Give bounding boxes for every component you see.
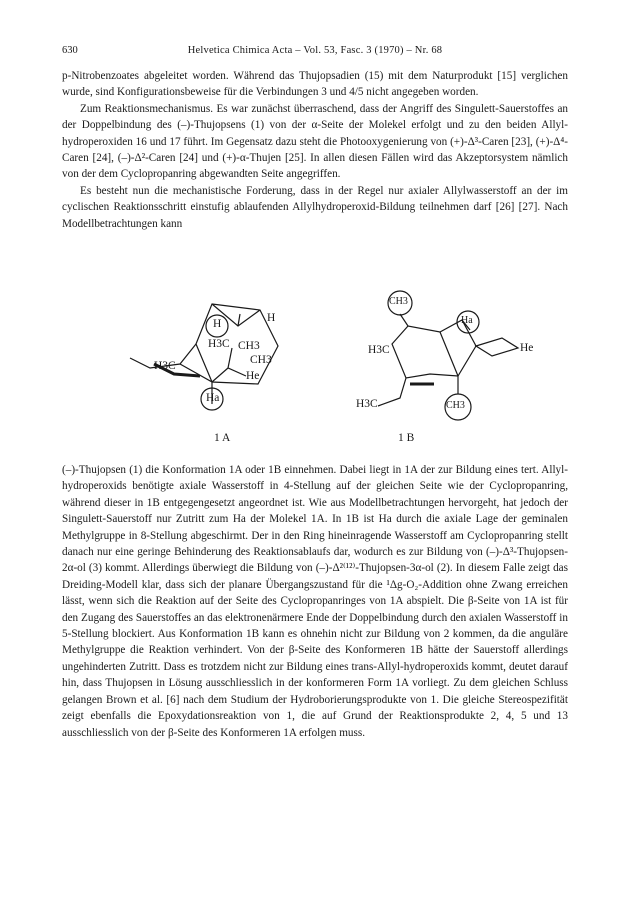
page-number: 630 xyxy=(62,45,78,56)
atom-he: He xyxy=(520,342,534,354)
bond-bridge xyxy=(440,332,458,376)
atom-h3c-lower: H3C xyxy=(356,398,378,410)
journal-line: Helvetica Chimica Acta – Vol. 53, Fasc. 3 (1970) – Nr. 68 xyxy=(187,45,443,56)
atom-ch3-circle-top: CH3 xyxy=(389,296,408,307)
text-block-top xyxy=(62,68,568,232)
atom-h: H xyxy=(267,312,276,324)
atom-h3c-left: H3C xyxy=(154,360,176,372)
atom-h-circle: H xyxy=(213,318,222,330)
bond-ring xyxy=(392,320,476,378)
structure-drawings xyxy=(62,286,568,456)
atom-ha-circle: Ha xyxy=(206,392,220,404)
atom-ch3-circle-bottom: CH3 xyxy=(446,400,465,411)
paragraph: (–)-Thujopsen (1) die Konformation 1A oder 1B einnehmen. Dabei liegt in 1A der zur Bildung eines tert. Allyl-hydroperoxids benötigte axiale Wasserstoff in 4-Stellung auf der gleichen Seite wie der Cyclopropanring, während dieser in 1B entgegengesetzt angeordnet ist. Wie aus Modellbetrachtungen hervorgeht, hat jedoch der Singulett-Sauerstoff nur Zutritt zum Ha der Molekel 1A. In 1B ist Ha durch die axiale Lage der geminalen Methylgruppe in 8-Stellung abgeschirmt. Der in den Ring hineinragende Wasserstoff am Cyclopropanring stellt danach nur eine geringe Behinderung des Reaktionsablaufs dar, wodurch es zur Bildung von (–)-Δ³-Thujopsen-2α-ol (3) kommt. Allerdings überwiegt die Bildung von (–)-Δ²⁽¹²⁾-Thujopsen-3α-ol (2). In diesem Falle zeigt das Dreiding-Modell klar, dass sich der planare Übergangszustand für die ¹Δg-O₂-Addition ohne Zwang erreichen lässt, wenn sich die Reaktion auf der Seite des Cyclopropanringes von 1A abspielt. Die β-Seite von 1A ist für den Zugang des Sauerstoffes an das elektronenärmere Ende der Doppelbindung durch den axialen Wasserstoff in 5-Stellung blockiert. Aus Konformation 1B kann es ohnehin nicht zur Bildung von 2 kommen, da die anguläre Methylgruppe die Reaktion verhindert. Von der β-Seite des Konformeren 1B hätte der Sauerstoff allerdings ungehinderten Zutritt. Dass es trotzdem nicht zur Bildung eines trans-Allyl-hydroperoxids kommt, deutet darauf hin, dass Thujopsen in Lösung ausschliesslich in der konformeren Form 1A vorliegt. Zu dem gleichen Schluss gelangen Brown et al. [6] nach dem Studium der Hydroborierungsprodukte von 1. Die gleiche Stereospezifität zeigt ebenfalls die Epoxydationsreaktion von 1, die auf Grund der Reaktionsprodukte 2, 4, 5 und 13 ausschliesslich von der β-Seite des Konformeren 1A erfolgen muss. xyxy=(62,464,568,739)
paragraph: Zum Reaktionsmechanismus. Es war zunächst überraschend, dass der Angriff des Singulett-Sauerstoffes an der Doppelbindung des (–)-Thujopsens (1) von der α-Seite der Molekel erfolgt und zu den beiden Allyl-hydroperoxiden 16 und 17 führt. Im Gegensatz dazu steht die Photooxygenierung von (+)-Δ³-Caren [23], (+)-Δ⁴-Caren [24], (–)-Δ²-Caren [24] und (+)-α-Thujen [25]. In allen diesen Fällen wird das Akzeptorsystem nämlich von der dem Cyclopropanring abgewandten Seite angegriffen. xyxy=(62,102,568,181)
figure-label-1a: 1 A xyxy=(214,432,231,444)
bond-chain xyxy=(378,378,406,406)
text-block-bottom xyxy=(62,462,568,741)
atom-h3c-top: H3C xyxy=(208,338,230,350)
atom-ch3-lower: CH3 xyxy=(250,354,272,366)
bond-cyclopropane xyxy=(212,368,246,382)
atom-he: He xyxy=(246,370,260,382)
paragraph: Es besteht nun die mechanistische Forderung, dass in der Regel nur axialer Allylwasserstoff an der im cyclischen Reaktionsschritt einstufig ablaufenden Allylhydroperoxid-Bildung teilnehmen darf [26] [27]. Nach Modellbetrachtungen kann xyxy=(62,184,568,230)
figure-label-1b: 1 B xyxy=(398,432,415,444)
paragraph: p-Nitrobenzoates abgeleitet worden. Während das Thujopsadien (15) mit dem Naturprodukt [15] verglichen wurde, sind Konfigurationsbeweise für die Verbindungen 3 und 4/5 nicht angegeben worden. xyxy=(62,70,568,99)
running-header xyxy=(62,45,568,61)
bond-methyl xyxy=(228,348,232,368)
atom-h3c-upper: H3C xyxy=(368,344,390,356)
bond-cyclopropane xyxy=(476,338,518,356)
bond-methyl xyxy=(400,314,408,326)
atom-ha-circle: Ha xyxy=(461,315,473,326)
conformation-figure xyxy=(62,286,568,456)
atom-ch3-right: CH3 xyxy=(238,340,260,352)
